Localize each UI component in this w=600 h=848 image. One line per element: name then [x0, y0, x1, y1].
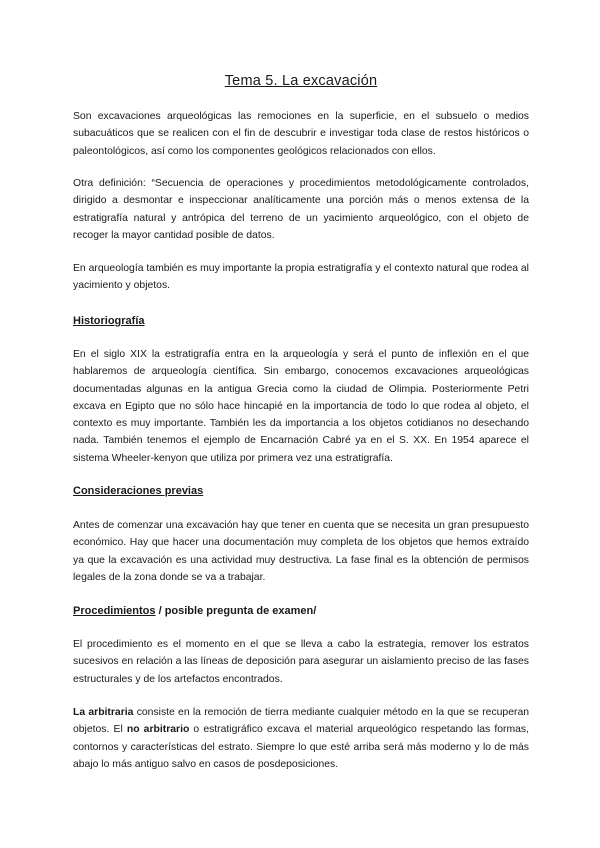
arbitraria-term: La arbitraria: [73, 707, 134, 718]
consideraciones-paragraph: Antes de comenzar una excavación hay que tener en cuenta que se necesita un gran presupuesto económico. Hay que hacer una documentación muy completa de los objetos que hemos extraído ya que la excavación es una actividad muy destructiva. La fase final es la obtención de permisos legales de la zona donde se va a trabajar.: [73, 520, 529, 583]
procedimientos-heading-suffix: / posible pregunta de examen/: [155, 605, 317, 617]
historiografia-paragraph: En el siglo XIX la estratigrafía entra en la arqueología y será el punto de inflexión en el que hablaremos de arqueología científica. Sin embargo, conocemos excavaciones arqueológicas documentadas algunas en la antigua Grecia como la ciudad de Olimpia. Posteriormente Petri excava en Egipto que no sólo hace hincapié en la importancia de todo lo que rodea al objeto, el contexto es muy importante. También les da importancia a los objetos cotidianos no desechando nada. También tenemos el ejemplo de Encarnación Cabré ya en el S. XX. En 1954 aparece el sistema Wheeler-kenyon que utiliza por primera vez una estratigrafía.: [73, 349, 529, 464]
no-arbitrario-term: no arbitrario: [126, 724, 190, 736]
historiografia-heading: Historiografía: [73, 315, 145, 327]
procedimientos-paragraph: El procedimiento es el momento en el que se lleva a cabo la estrategia, remover los estratos sucesivos en relación a las líneas de deposición para asegurar un aislamiento preciso de las fases estructurales y de los artefactos encontrados.: [73, 639, 529, 685]
no-arbitrario-text: o estratigráfico excava el material arqueológico respetando las formas, contornos y características del estrato. Siempre lo que esté arriba será más moderno y lo de más abajo lo más antiguo salvo en casos de posdeposiciones.: [73, 724, 530, 770]
procedimientos-heading-title: Procedimientos: [73, 605, 156, 617]
intro-paragraph: Son excavaciones arqueológicas las remociones en la superficie, en el subsuelo o medios subacuáticos que se realicen con el fin de descubrir e investigar toda clase de restos históricos o paleontológicos, así como los componentes geológicos relacionados con ellos.: [73, 111, 529, 157]
arbitraria-paragraph: [73, 704, 529, 773]
procedimientos-heading: [73, 603, 529, 620]
consideraciones-heading: Consideraciones previas: [73, 485, 204, 497]
definition-paragraph: Otra definición: “Secuencia de operaciones y procedimientos metodológicamente controlados, dirigido a desmontar e inspeccionar analíticamente una porción más o menos extensa de la estratigrafía natural y antrópica del terreno de un yacimiento arqueológico, con el objeto de recoger la mayor cantidad posible de datos.: [73, 178, 529, 241]
arbitraria-text: consiste en la remoción de tierra mediante cualquier método en la que se recuperan objetos. El: [73, 707, 529, 736]
importance-paragraph: En arqueología también es muy importante la propia estratigrafía y el contexto natural que rodea al yacimiento y objetos.: [73, 263, 529, 292]
page-title: Tema 5. La excavación: [224, 73, 378, 89]
